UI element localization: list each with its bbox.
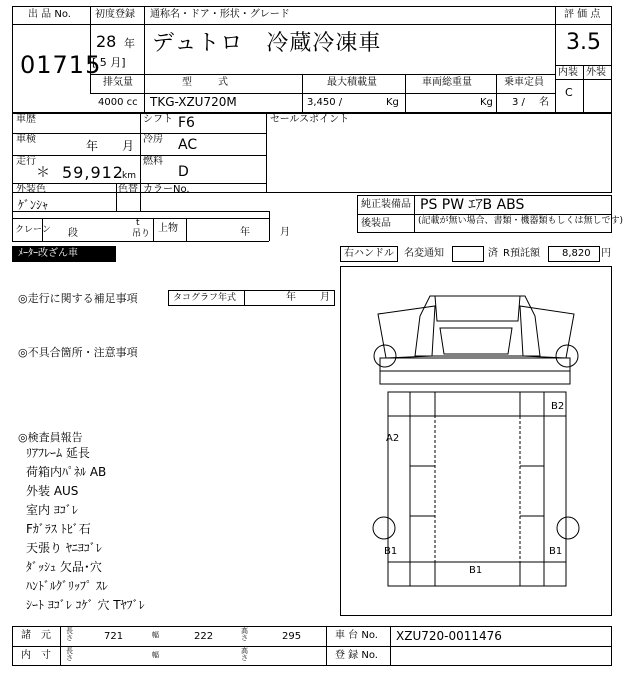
color-label: 外装色 — [16, 184, 46, 195]
upper-month: 月 — [280, 227, 290, 238]
fuel-label: 燃料 — [143, 156, 163, 167]
driving-notes-label: ◎走行に関する補足事項 — [18, 292, 138, 305]
inspector-label: ◎検査員報告 — [18, 431, 83, 444]
upper-year: 年 — [240, 227, 250, 238]
inspector-line: ﾊﾝﾄﾞﾙｸﾞﾘｯﾌﾟ ｽﾚ — [26, 579, 108, 593]
year-unit: 年 — [124, 37, 135, 50]
aftermarket-label: 後装品 — [361, 218, 391, 229]
in-height-label: 高さ — [241, 647, 248, 662]
inspector-line: Fｶﾞﾗｽ ﾄﾋﾞ石 — [26, 522, 91, 536]
recycle-deposit-value: 8,820 — [562, 248, 591, 259]
interior-label: 内装 — [558, 67, 578, 78]
total-weight-label: 車両総重量 — [422, 77, 472, 88]
max-load-unit: Kg — [386, 97, 399, 108]
capacity-unit: 名 — [539, 97, 549, 108]
ac-value: AC — [178, 137, 198, 153]
capacity-value: 3 / — [512, 97, 525, 108]
displacement-label: 排気量 — [103, 77, 133, 88]
exterior-label: 外装 — [586, 67, 606, 78]
name-change-box — [452, 246, 484, 262]
cab-roof — [435, 296, 520, 321]
history-label: 車歴 — [16, 114, 36, 125]
height-label: 高さ — [241, 627, 248, 642]
tacho-label: タコグラフ年式 — [173, 293, 237, 303]
dims-label: 諸 元 — [21, 630, 51, 641]
left-door — [378, 306, 435, 358]
shift-value: F6 — [178, 115, 195, 131]
inspector-line: 外装 AUS — [26, 484, 79, 498]
inspector-line: ｼｰﾄ ﾖｺﾞﾚ ｺｹﾞ 穴 Tﾔﾌﾞﾚ — [26, 598, 145, 612]
genuine-value: PS PW ｴｱB ABS — [420, 197, 525, 213]
mileage-label: 走行 — [16, 156, 36, 167]
length-label: 長さ — [66, 627, 73, 642]
crane-label: クレーン — [15, 225, 51, 235]
inspection-year: 年 — [86, 139, 99, 153]
name-label: 通称名・ドア・形状・グレード — [150, 9, 290, 20]
name-change-label: 名変通知 — [404, 248, 444, 259]
right-hand-label: 右ハンドル — [344, 248, 394, 259]
aftermarket-note: (記載が無い場合、書類・機器類もしくは無しです) — [418, 216, 624, 226]
lot-no-label: 出 品 No. — [28, 9, 71, 20]
mileage-value: 59,912 — [62, 163, 124, 182]
max-load-label: 最大積載量 — [327, 77, 377, 88]
in-length-label: 長さ — [66, 647, 73, 662]
height-value: 295 — [282, 631, 302, 642]
color-value: ｹﾞﾝｼｬ — [18, 198, 49, 212]
width-label: 幅 — [152, 631, 159, 639]
ac-label: 冷房 — [143, 134, 163, 145]
damage-label-a2: A2 — [386, 433, 400, 444]
damage-label-b1-bottom: B1 — [469, 565, 483, 576]
color-change-label: 色替 — [118, 184, 138, 195]
upper-label: 上物 — [158, 223, 178, 234]
mileage-unit: km — [122, 171, 136, 181]
fuel-value: D — [178, 164, 189, 180]
inspector-line: ﾀﾞｯｼｭ 欠品･穴 — [26, 560, 102, 574]
damage-label-b2: B2 — [551, 401, 565, 412]
interior-grade: C — [565, 86, 573, 99]
crane-stage: 段 — [68, 228, 78, 239]
vehicle-name: デュトロ 冷蔵冷凍車 — [152, 31, 382, 56]
damage-label-b1-right: B1 — [549, 546, 563, 557]
truck-diagram — [340, 266, 612, 616]
crane-t: t — [136, 218, 140, 228]
inspection-label: 車検 — [16, 134, 36, 145]
mileage-prefix: ＊ — [36, 165, 50, 181]
recycle-label: 済 — [488, 248, 498, 259]
width-value: 222 — [194, 631, 214, 642]
in-width-label: 幅 — [152, 651, 159, 659]
inspection-month: 月 — [122, 139, 135, 153]
grade-label: 評 価 点 — [564, 9, 601, 20]
first-reg-label: 初度登録 — [95, 9, 135, 20]
genuine-label: 純正装備品 — [361, 199, 411, 210]
length-value: 721 — [104, 631, 124, 642]
inspector-line: ﾘｱﾌﾚｰﾑ 延長 — [26, 446, 90, 460]
total-weight-unit: Kg — [480, 97, 493, 108]
front-left-wheel — [374, 345, 396, 367]
inspector-line: 荷箱内ﾊﾟﾈﾙ AB — [26, 465, 107, 479]
selling-points-label: セールスポイント — [270, 114, 350, 125]
meter-tamper-badge: ﾒｰﾀｰ改ざん車 — [12, 246, 116, 262]
color-no-label: カラーNo. — [143, 184, 190, 195]
yen-label: 円 — [601, 248, 611, 259]
model-label: 型 式 — [182, 77, 230, 88]
reg-label: 登 録 No. — [335, 650, 378, 661]
damage-label-b1-left: B1 — [384, 546, 398, 557]
grade-value: 3.5 — [566, 30, 601, 55]
model-value: TKG-XZU720M — [150, 95, 237, 109]
chassis-number: XZU720-0011476 — [396, 629, 502, 643]
defects-label: ◎不具合箇所・注意事項 — [18, 346, 138, 359]
shift-label: シフト — [143, 114, 173, 125]
inspector-line: 天張り ﾔﾆﾖｺﾞﾚ — [26, 541, 102, 555]
rear-right-wheel — [557, 517, 579, 539]
first-reg-year: 28 — [96, 32, 117, 51]
inspector-line: 室内 ﾖｺﾞﾚ — [26, 503, 78, 517]
rear-left-wheel — [373, 517, 395, 539]
front-right-wheel — [556, 345, 578, 367]
cargo-box — [388, 392, 566, 586]
tacho-year: 年 — [286, 292, 296, 303]
internal-label: 内 寸 — [21, 650, 51, 661]
tacho-month: 月 — [320, 292, 330, 303]
capacity-label: 乗車定員 — [504, 77, 544, 88]
windshield — [440, 328, 512, 354]
displacement-value: 4000 cc — [98, 97, 138, 108]
max-load-value: 3,450 / — [307, 97, 343, 108]
chassis-label: 車 台 No. — [335, 630, 378, 641]
first-reg-month: [ 5 月] — [92, 56, 126, 69]
recycle-deposit-label: R預託額 — [503, 248, 540, 259]
lot-number: 01715 — [20, 51, 102, 79]
crane-hang: 吊り — [132, 229, 151, 239]
right-door — [520, 306, 574, 358]
